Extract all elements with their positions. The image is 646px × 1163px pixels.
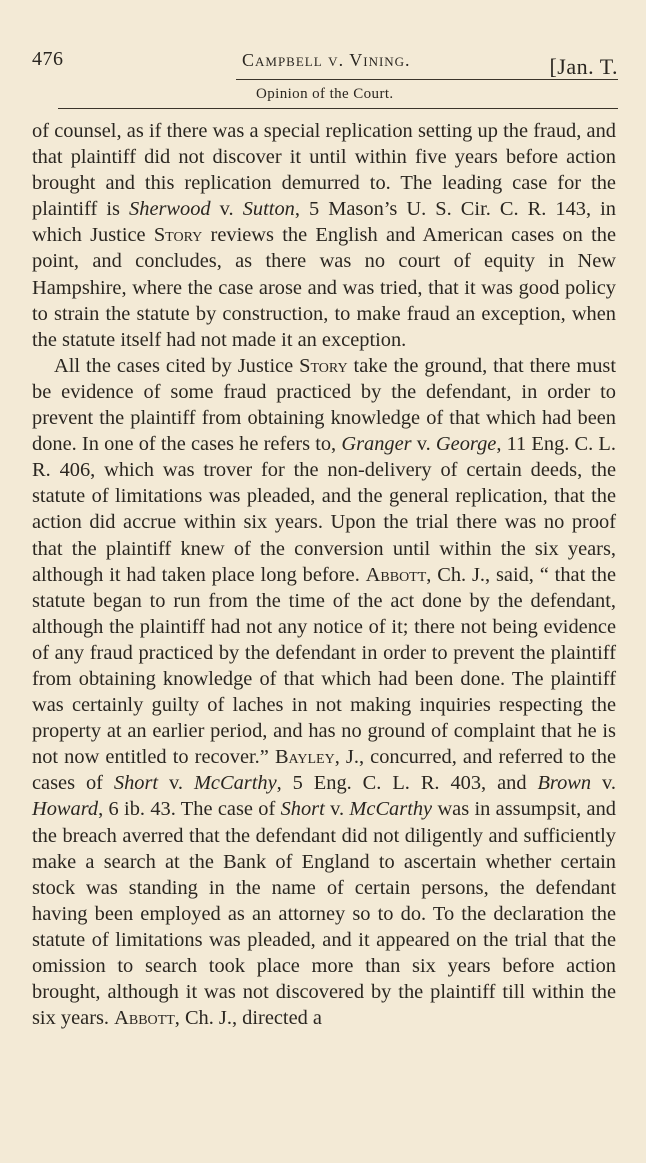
- case-name: George: [435, 433, 497, 456]
- case-name: Short: [113, 772, 159, 795]
- header-rule-bottom: [58, 108, 618, 109]
- running-head: [32, 48, 618, 82]
- text-run: , Ch. J., said, “ that the statute began to run from the time of the act done by the defendant, although the plaintiff had not any notice of it; there not being evidence of any fraud practiced by the defendant in order to prevent the plaintiff from obtaining knowledge of that which had been done. The plaintiff was certainly guilty of laches in not making inquiries respecting the property at an earlier period, and has no ground of complaint that he is not now entitled to recover.”: [32, 563, 616, 769]
- opinion-body: [32, 118, 616, 1031]
- text-run: take the ground, that there must be evidence of some fraud practiced by the defendant, in order to prevent the plaintiff from obtaining knowledge of that which had been done. In one of the cases he refers to,: [32, 354, 616, 456]
- text-run: v.: [591, 772, 617, 795]
- text-run: , 6 ib. 43. The case of: [98, 798, 281, 821]
- text-run: reviews the English and American cases on the point, and concludes, as there was no court of equity in New Hampshire, where the case arose and was tried, that it was good policy to strain the statute by construction, to make fraud an exception, when the statute itself had not made it an exception.: [32, 224, 616, 351]
- text-run: , Ch. J., directed a: [174, 1007, 322, 1030]
- text-run: , 11 Eng. C. L. R. 406, which was trover for the non-delivery of certain deeds, the statute of limitations was pleaded, and the general replication, that the action did accrue within six years. Upon the trial there was no proof that the plaintiff knew of the conversion until within the six years, although it had taken place long before.: [32, 433, 616, 586]
- text-run: v.: [210, 198, 243, 221]
- judge-name: Story: [153, 224, 203, 247]
- case-title: Campbell v. Vining.: [242, 50, 411, 70]
- term-label: [Jan. T.: [549, 54, 618, 79]
- paragraph-2: [32, 353, 616, 1031]
- judge-name: Abbott: [114, 1007, 175, 1030]
- text-run: All the cases cited by Justice: [54, 354, 300, 377]
- text-run: v.: [411, 433, 436, 456]
- paragraph-1: [32, 118, 616, 353]
- text-run: v.: [324, 798, 350, 821]
- header-rule-top: [236, 79, 618, 80]
- case-name: Short: [280, 798, 325, 821]
- case-name: Brown: [537, 772, 592, 795]
- text-run: of counsel, as if there was a special replication setting up the fraud, and that plaintiff did not discover it until within five years before action brought and this replication demurred to. The leading case for the plaintiff is: [32, 120, 616, 221]
- case-name: Granger: [341, 433, 412, 456]
- judge-name: Bayley: [274, 746, 335, 769]
- judge-name: Story: [299, 354, 348, 377]
- case-name: McCarthy: [193, 772, 277, 795]
- page-number: 476: [32, 48, 64, 70]
- judge-name: Abbott: [365, 563, 427, 586]
- text-run: v.: [158, 772, 194, 795]
- text-run: , 5 Eng. C. L. R. 403, and: [276, 772, 538, 795]
- text-run: , J., concurred, and referred to the cases of: [32, 746, 616, 795]
- case-name: Sherwood: [129, 198, 211, 221]
- text-run: , 5 Mason’s U. S. Cir. C. R. 143, in which Justice: [32, 198, 617, 247]
- case-name: Howard: [32, 798, 99, 821]
- text-run: was in assumpsit, and the breach averred that the defendant did not diligently and sufficiently make a search at the Bank of England to ascertain whether certain stock was standing in the name of certain persons, the defendant having been employed as an attorney so to do. To the declaration the statute of limitations was pleaded, and it appeared on the trial that the omission to search took place more than six years before action brought, although it was not discovered by the plaintiff till within the six years.: [32, 798, 616, 1030]
- case-name: McCarthy: [349, 798, 433, 821]
- opinion-subheading: Opinion of the Court.: [256, 86, 394, 102]
- case-name: Sutton: [242, 198, 295, 221]
